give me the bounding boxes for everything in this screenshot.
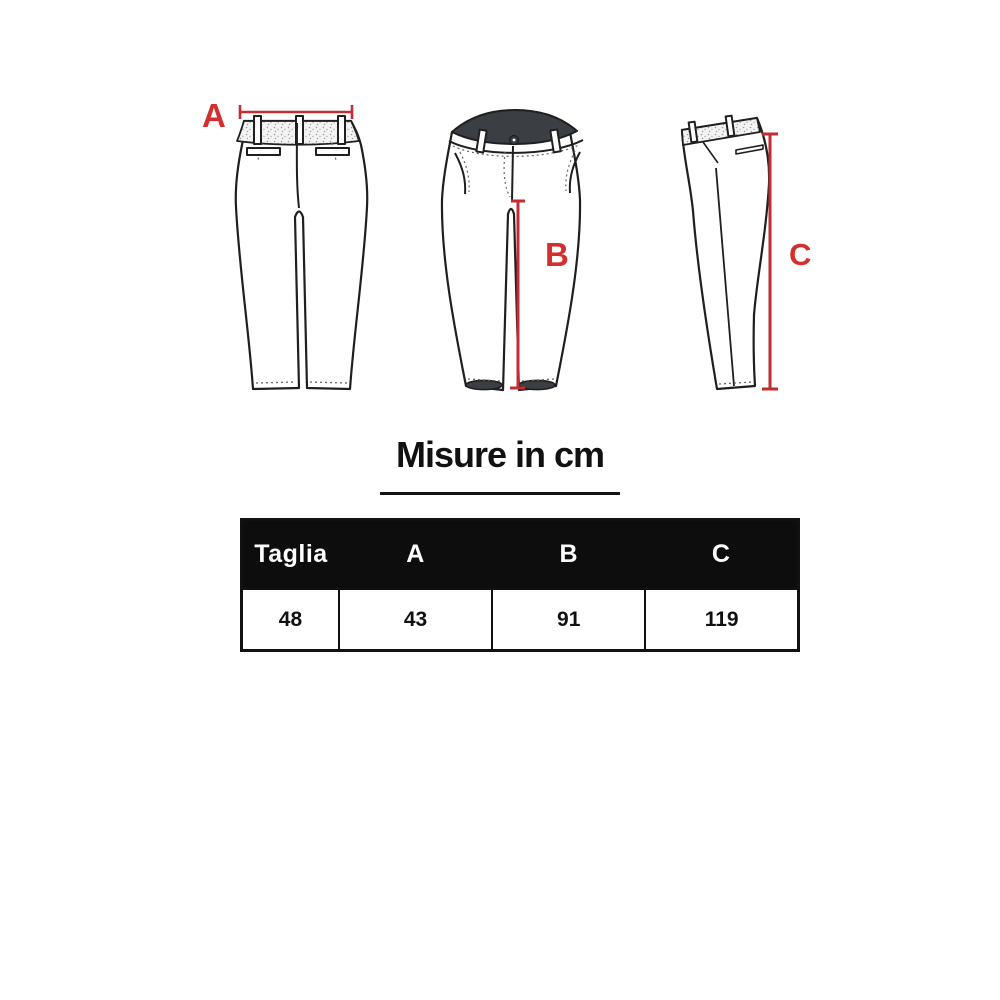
title-underline [380,492,620,495]
size-table [240,518,800,652]
cell-c-value: 119 [645,589,798,651]
measure-label-a: A [202,97,226,134]
cell-taglia-value: 48 [242,589,339,651]
cell-b-value: 91 [492,589,645,651]
measure-label-b: B [545,236,569,273]
size-table-row [242,589,799,651]
pants-side-view-drawing [682,116,769,389]
title-block [0,434,1000,476]
col-header-taglia: Taglia [242,520,339,590]
size-table-header-row [242,520,799,590]
col-header-a: A [339,520,492,590]
col-header-c: C [645,520,798,590]
cell-a-value: 43 [339,589,492,651]
col-header-b: B [492,520,645,590]
pants-back-view-drawing [236,116,368,389]
page-title: Misure in cm [395,434,605,475]
measure-label-c: C [789,237,812,272]
